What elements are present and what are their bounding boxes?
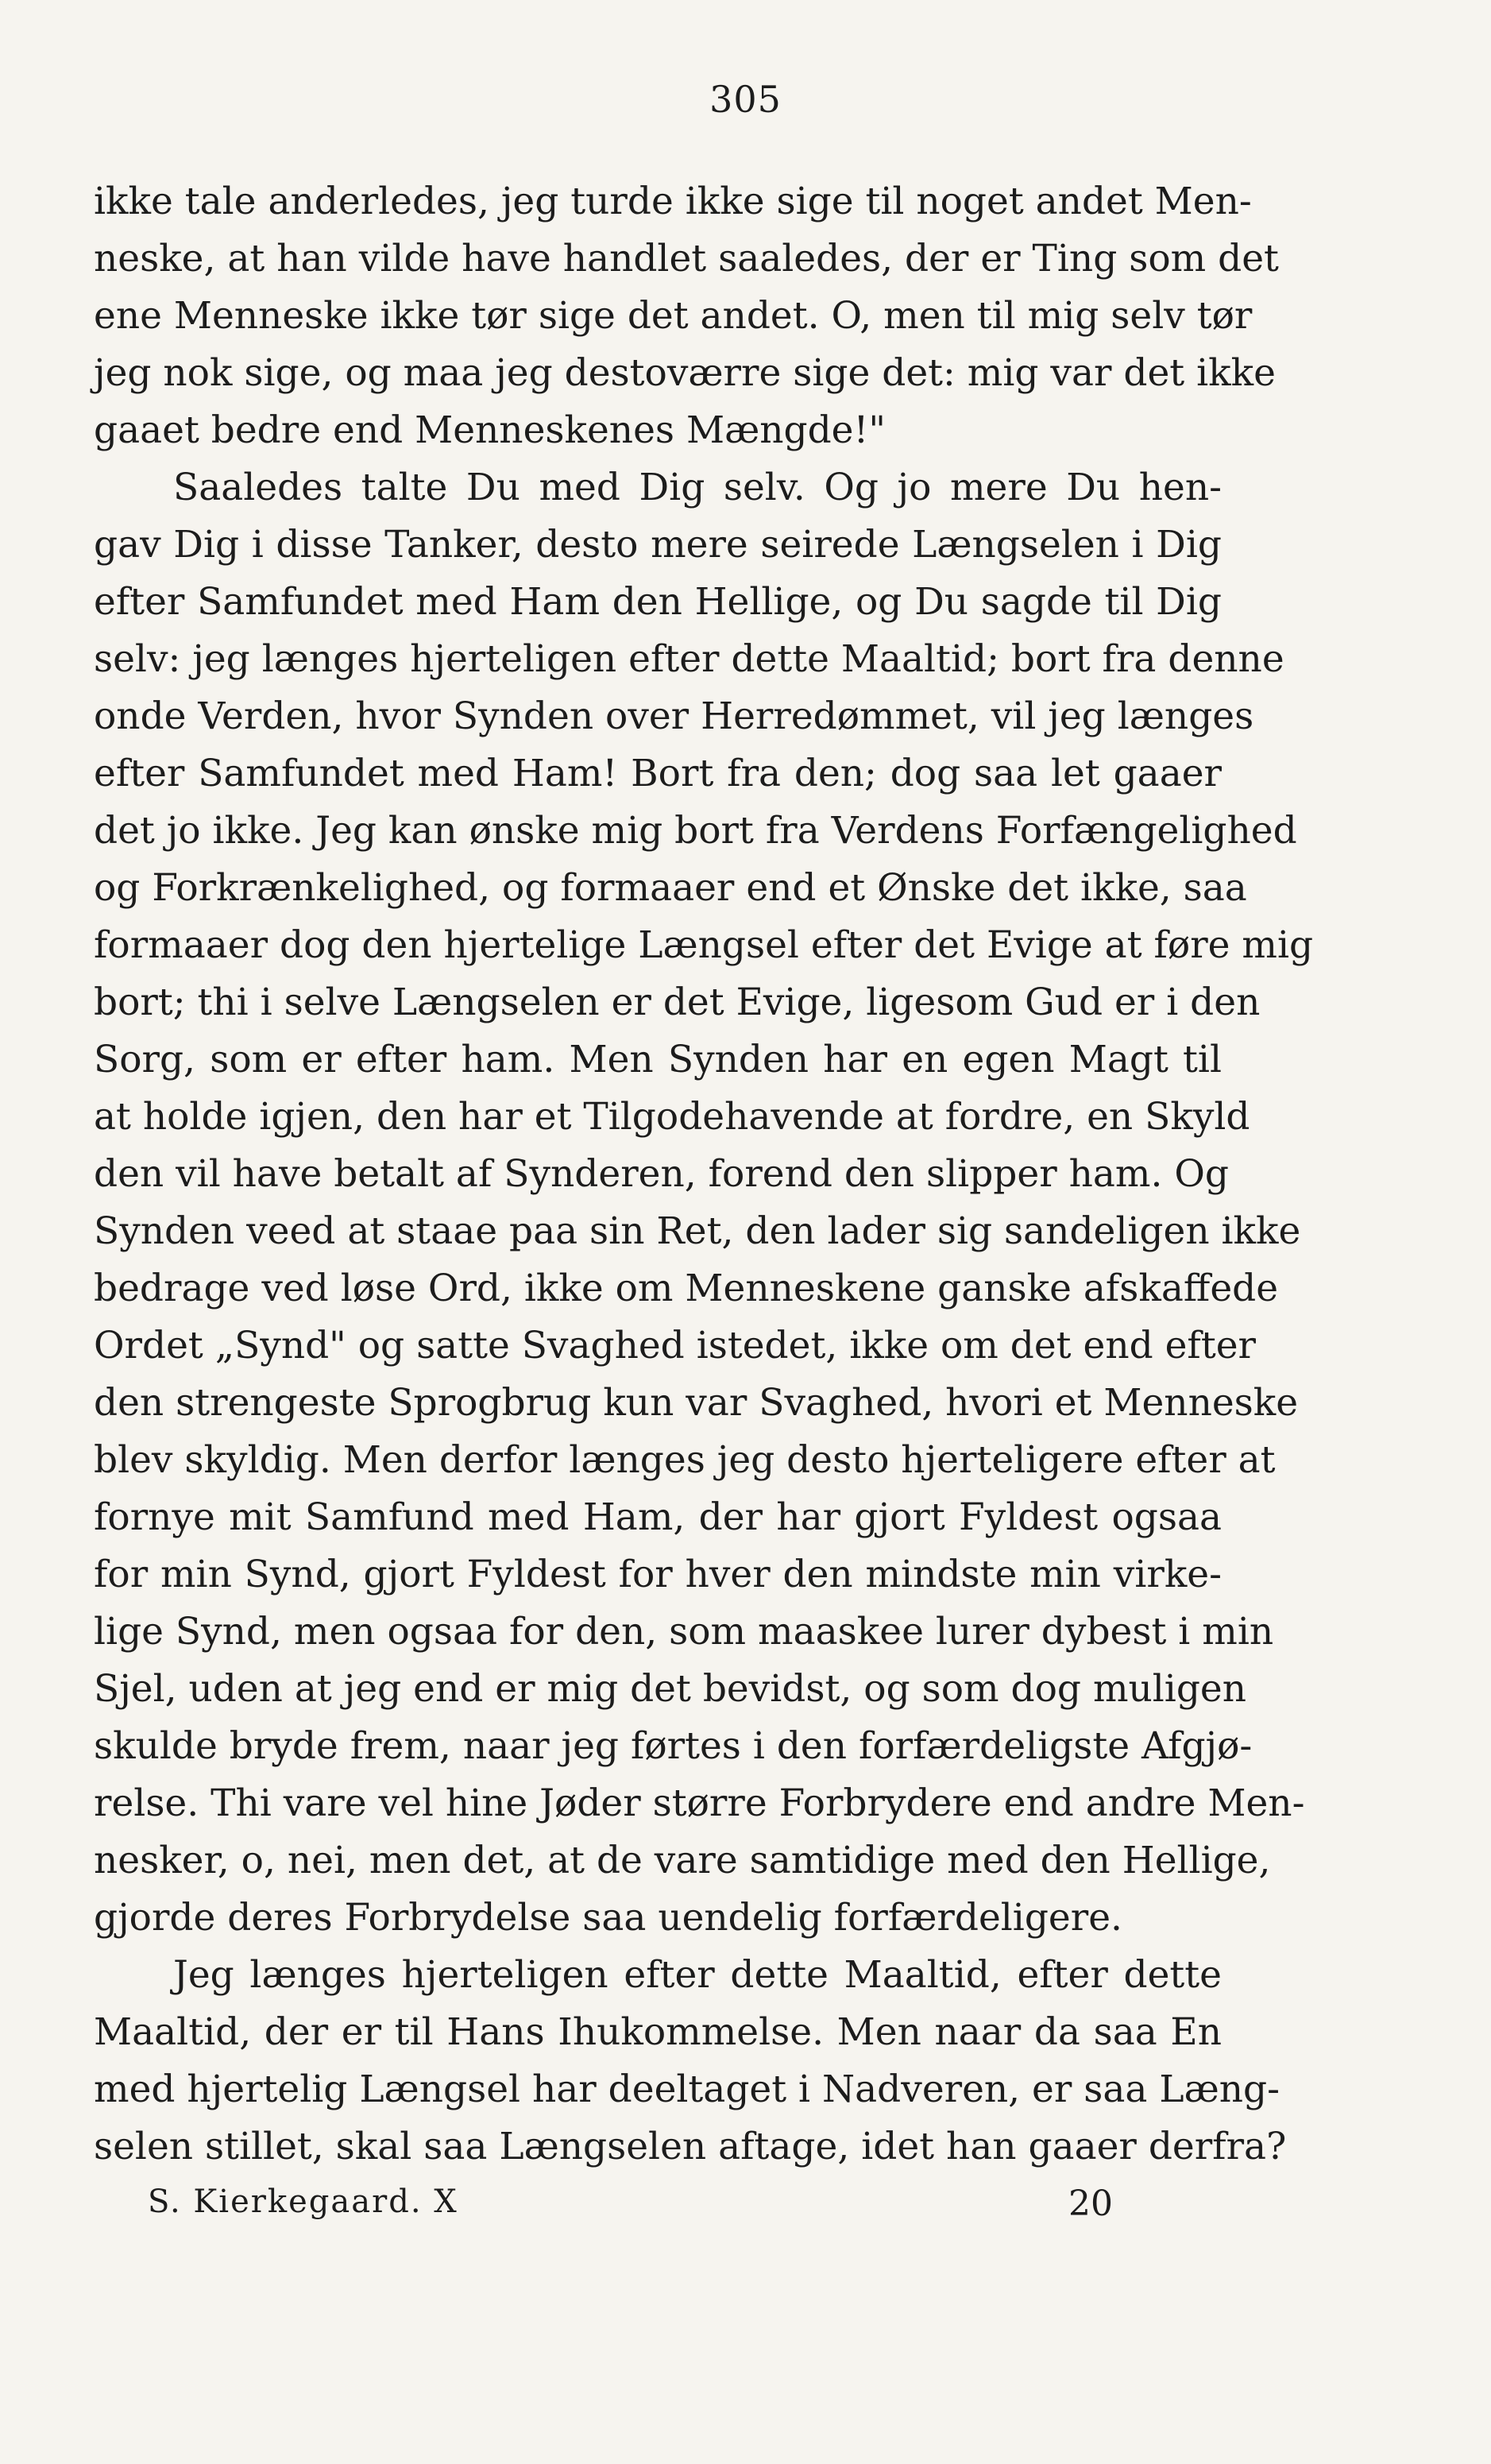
text-line: det jo ikke. Jeg kan ønske mig bort fra Verdens Forfængelighed <box>94 809 1297 853</box>
text-line: efter Samfundet med Ham! Bort fra den; dog saa let gaaer <box>94 752 1222 795</box>
text-line: for min Synd, gjort Fyldest for hver den mindste min virke- <box>94 1553 1222 1596</box>
text-line: Sjel, uden at jeg end er mig det bevidst, og som dog muligen <box>94 1667 1247 1711</box>
text-line: Maaltid, der er til Hans Ihukommelse. Men naar da saa En <box>94 2010 1222 2054</box>
text-line: Saaledes talte Du med Dig selv. Og jo mere Du hen- <box>173 466 1222 509</box>
text-line: selen stillet, skal saa Længselen aftage, idet han gaaer derfra? <box>94 2125 1287 2168</box>
text-line: gav Dig i disse Tanker, desto mere seirede Længselen i Dig <box>94 523 1222 567</box>
text-line: gjorde deres Forbrydelse saa uendelig forfærdeligere. <box>94 1896 1122 1940</box>
text-line: formaaer dog den hjertelige Længsel efter det Evige at føre mig <box>94 923 1314 967</box>
text-line: lige Synd, men ogsaa for den, som maaskee lurer dybest i min <box>94 1610 1274 1654</box>
text-line: fornye mit Samfund med Ham, der har gjort Fyldest ogsaa <box>94 1495 1222 1539</box>
text-line: skulde bryde frem, naar jeg førtes i den forfærdeligste Afgjø- <box>94 1724 1253 1768</box>
body-text <box>94 173 1314 2176</box>
text-line: efter Samfundet med Ham den Hellige, og Du sagde til Dig <box>94 580 1222 624</box>
text-line: Synden veed at staae paa sin Ret, den lader sig sandeligen ikke <box>94 1209 1301 1253</box>
text-line: bedrage ved løse Ord, ikke om Menneskene ganske afskaffede <box>94 1267 1279 1310</box>
footer-sheet-number: 20 <box>1068 2184 1113 2224</box>
text-line: selv: jeg længes hjerteligen efter dette Maaltid; bort fra denne <box>94 637 1284 681</box>
text-line: blev skyldig. Men derfor længes jeg desto hjerteligere efter at <box>94 1438 1276 1482</box>
text-line: ene Menneske ikke tør sige det andet. O, men til mig selv tør <box>94 294 1253 338</box>
page-number: 305 <box>709 78 782 121</box>
text-line: onde Verden, hvor Synden over Herredømmet, vil jeg længes <box>94 694 1254 738</box>
text-line: at holde igjen, den har et Tilgodehavende at fordre, en Skyld <box>94 1095 1250 1139</box>
text-line: og Forkrænkelighed, og formaaer end et Ønske det ikke, saa <box>94 866 1247 910</box>
text-line: jeg nok sige, og maa jeg destoværre sige det: mig var det ikke <box>94 351 1276 395</box>
text-line: ikke tale anderledes, jeg turde ikke sige til noget andet Men- <box>94 180 1252 223</box>
text-line: relse. Thi vare vel hine Jøder større Forbrydere end andre Men- <box>94 1781 1305 1825</box>
text-line: neske, at han vilde have handlet saaledes, der er Ting som det <box>94 237 1279 280</box>
text-line: den strengeste Sprogbrug kun var Svaghed, hvori et Menneske <box>94 1381 1299 1425</box>
text-line: Ordet „Synd" og satte Svaghed istedet, ikke om det end efter <box>94 1324 1256 1367</box>
text-line: nesker, o, nei, men det, at de vare samtidige med den Hellige, <box>94 1839 1271 1882</box>
footer-signature: S. Kierkegaard. X <box>148 2184 458 2220</box>
text-line: gaaet bedre end Menneskenes Mængde!" <box>94 408 886 452</box>
text-line: bort; thi i selve Længselen er det Evige, ligesom Gud er i den <box>94 981 1261 1024</box>
text-line: Jeg længes hjerteligen efter dette Maaltid, efter dette <box>173 1953 1222 1997</box>
text-line: Sorg, som er efter ham. Men Synden har en egen Magt til <box>94 1038 1222 1081</box>
text-line: den vil have betalt af Synderen, forend den slipper ham. Og <box>94 1152 1229 1196</box>
text-line: med hjertelig Længsel har deeltaget i Nadveren, er saa Læng- <box>94 2068 1280 2111</box>
